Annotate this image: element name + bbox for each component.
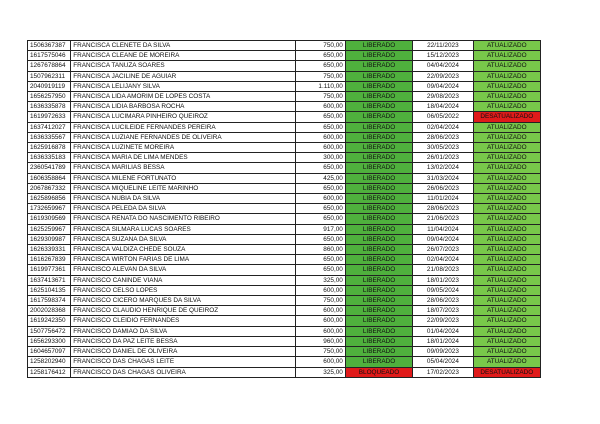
amount-cell: 750,00 bbox=[295, 296, 345, 306]
update-situation-cell: ATUALIZADO bbox=[473, 265, 540, 275]
status-cell: LIBERADO bbox=[345, 285, 412, 295]
status-cell: LIBERADO bbox=[345, 41, 412, 51]
amount-cell: 600,00 bbox=[295, 316, 345, 326]
table-row bbox=[28, 204, 541, 214]
date-cell: 26/06/2023 bbox=[413, 183, 473, 193]
date-cell: 06/05/2022 bbox=[413, 112, 473, 122]
beneficiary-name-cell: FRANCISCA LUCILEIDE FERNANDES PEREIRA bbox=[71, 122, 295, 132]
update-situation-cell: ATUALIZADO bbox=[473, 102, 540, 112]
status-cell: LIBERADO bbox=[345, 173, 412, 183]
date-cell: 18/07/2023 bbox=[413, 306, 473, 316]
beneficiary-name-cell: FRANCISCO DAS CHAGAS OLIVEIRA bbox=[71, 367, 295, 377]
beneficiary-name-cell: FRANCISCO DA PAZ LEITE BESSA bbox=[71, 336, 295, 346]
table-row bbox=[28, 132, 541, 142]
beneficiary-name-cell: FRANCISCA PELEDA DA SILVA bbox=[71, 204, 295, 214]
spreadsheet-body bbox=[28, 41, 541, 378]
beneficiary-id-cell: 1606358864 bbox=[28, 173, 71, 183]
beneficiary-id-cell: 2067867332 bbox=[28, 183, 71, 193]
beneficiary-id-cell: 1636335183 bbox=[28, 153, 71, 163]
beneficiary-name-cell: FRANCISCA RENATA DO NASCIMENTO RIBEIRO bbox=[71, 214, 295, 224]
update-situation-cell: ATUALIZADO bbox=[473, 163, 540, 173]
status-cell: LIBERADO bbox=[345, 245, 412, 255]
update-situation-cell: ATUALIZADO bbox=[473, 122, 540, 132]
update-situation-cell: ATUALIZADO bbox=[473, 245, 540, 255]
date-cell: 11/01/2024 bbox=[413, 194, 473, 204]
beneficiary-name-cell: FRANCISCA MIQUELINE LEITE MARINHO bbox=[71, 183, 295, 193]
date-cell: 05/04/2024 bbox=[413, 357, 473, 367]
beneficiary-name-cell: FRANCISCO DAMIAO DA SILVA bbox=[71, 326, 295, 336]
amount-cell: 960,00 bbox=[295, 336, 345, 346]
date-cell: 29/08/2023 bbox=[413, 92, 473, 102]
update-situation-cell: ATUALIZADO bbox=[473, 92, 540, 102]
table-row bbox=[28, 143, 541, 153]
beneficiary-name-cell: FRANCISCO ALEVAN DA SILVA bbox=[71, 265, 295, 275]
beneficiary-id-cell: 1267678864 bbox=[28, 61, 71, 71]
status-cell: LIBERADO bbox=[345, 234, 412, 244]
beneficiary-name-cell: FRANCISCO CELSO LOPES bbox=[71, 285, 295, 295]
table-row bbox=[28, 153, 541, 163]
amount-cell: 917,00 bbox=[295, 224, 345, 234]
date-cell: 26/07/2023 bbox=[413, 245, 473, 255]
beneficiary-name-cell: FRANCISCA LIDIA BARBOSA ROCHA bbox=[71, 102, 295, 112]
date-cell: 11/04/2024 bbox=[413, 224, 473, 234]
status-cell: LIBERADO bbox=[345, 92, 412, 102]
amount-cell: 650,00 bbox=[295, 183, 345, 193]
table-row bbox=[28, 357, 541, 367]
beneficiary-name-cell: FRANCISCA JACILINE DE AGUIAR bbox=[71, 71, 295, 81]
table-row bbox=[28, 92, 541, 102]
amount-cell: 600,00 bbox=[295, 326, 345, 336]
table-row bbox=[28, 41, 541, 51]
table-row bbox=[28, 285, 541, 295]
amount-cell: 600,00 bbox=[295, 357, 345, 367]
beneficiary-id-cell: 1619309569 bbox=[28, 214, 71, 224]
status-cell: LIBERADO bbox=[345, 71, 412, 81]
beneficiary-id-cell: 1616267839 bbox=[28, 255, 71, 265]
beneficiary-name-cell: FRANCISCA MARILIAS BESSA bbox=[71, 163, 295, 173]
table-row bbox=[28, 183, 541, 193]
status-cell: LIBERADO bbox=[345, 296, 412, 306]
update-situation-cell: ATUALIZADO bbox=[473, 173, 540, 183]
table-row bbox=[28, 306, 541, 316]
update-situation-cell: ATUALIZADO bbox=[473, 326, 540, 336]
table-row bbox=[28, 296, 541, 306]
update-situation-cell: ATUALIZADO bbox=[473, 143, 540, 153]
beneficiary-name-cell: FRANCISCO DANIEL DE OLIVEIRA bbox=[71, 347, 295, 357]
date-cell: 21/08/2023 bbox=[413, 265, 473, 275]
status-cell: LIBERADO bbox=[345, 112, 412, 122]
table-row bbox=[28, 326, 541, 336]
date-cell: 28/06/2023 bbox=[413, 204, 473, 214]
date-cell: 18/01/2023 bbox=[413, 275, 473, 285]
status-cell: LIBERADO bbox=[345, 275, 412, 285]
table-row bbox=[28, 347, 541, 357]
amount-cell: 600,00 bbox=[295, 102, 345, 112]
update-situation-cell: ATUALIZADO bbox=[473, 214, 540, 224]
beneficiary-id-cell: 1636335567 bbox=[28, 132, 71, 142]
date-cell: 09/05/2024 bbox=[413, 285, 473, 295]
date-cell: 09/04/2024 bbox=[413, 81, 473, 91]
update-situation-cell: ATUALIZADO bbox=[473, 204, 540, 214]
status-cell: LIBERADO bbox=[345, 347, 412, 357]
beneficiary-id-cell: 1258202940 bbox=[28, 357, 71, 367]
date-cell: 30/05/2023 bbox=[413, 143, 473, 153]
amount-cell: 650,00 bbox=[295, 61, 345, 71]
amount-cell: 650,00 bbox=[295, 234, 345, 244]
date-cell: 17/02/2023 bbox=[413, 367, 473, 377]
beneficiary-name-cell: FRANCISCA VALDIZA CHEDE SOUZA bbox=[71, 245, 295, 255]
status-cell: LIBERADO bbox=[345, 194, 412, 204]
status-cell: LIBERADO bbox=[345, 122, 412, 132]
beneficiary-id-cell: 1507962311 bbox=[28, 71, 71, 81]
table-row bbox=[28, 51, 541, 61]
amount-cell: 750,00 bbox=[295, 92, 345, 102]
beneficiary-id-cell: 1656293300 bbox=[28, 336, 71, 346]
spreadsheet-table bbox=[27, 40, 541, 378]
table-row bbox=[28, 275, 541, 285]
beneficiary-id-cell: 1619242350 bbox=[28, 316, 71, 326]
status-cell: LIBERADO bbox=[345, 163, 412, 173]
table-row bbox=[28, 71, 541, 81]
beneficiary-id-cell: 1637412027 bbox=[28, 122, 71, 132]
beneficiary-name-cell: FRANCISCO CLEIDIO FERNANDES bbox=[71, 316, 295, 326]
amount-cell: 325,00 bbox=[295, 275, 345, 285]
beneficiary-name-cell: FRANCISCA LUZINETE MOREIRA bbox=[71, 143, 295, 153]
date-cell: 09/04/2024 bbox=[413, 234, 473, 244]
status-cell: LIBERADO bbox=[345, 102, 412, 112]
update-situation-cell: ATUALIZADO bbox=[473, 41, 540, 51]
beneficiary-name-cell: FRANCISCA MILENE FORTUNATO bbox=[71, 173, 295, 183]
beneficiary-id-cell: 1619977361 bbox=[28, 265, 71, 275]
amount-cell: 650,00 bbox=[295, 122, 345, 132]
status-cell: LIBERADO bbox=[345, 326, 412, 336]
amount-cell: 650,00 bbox=[295, 265, 345, 275]
amount-cell: 425,00 bbox=[295, 173, 345, 183]
update-situation-cell: ATUALIZADO bbox=[473, 81, 540, 91]
table-row bbox=[28, 122, 541, 132]
beneficiary-name-cell: FRANCISCA TANUZA SOARES bbox=[71, 61, 295, 71]
update-situation-cell: ATUALIZADO bbox=[473, 183, 540, 193]
status-cell: LIBERADO bbox=[345, 255, 412, 265]
update-situation-cell: DESATUALIZADO bbox=[473, 367, 540, 377]
status-cell: LIBERADO bbox=[345, 204, 412, 214]
status-cell: LIBERADO bbox=[345, 132, 412, 142]
beneficiary-id-cell: 1617575046 bbox=[28, 51, 71, 61]
update-situation-cell: ATUALIZADO bbox=[473, 71, 540, 81]
table-row bbox=[28, 214, 541, 224]
status-cell: LIBERADO bbox=[345, 61, 412, 71]
amount-cell: 600,00 bbox=[295, 194, 345, 204]
amount-cell: 1.110,00 bbox=[295, 81, 345, 91]
beneficiary-id-cell: 1626339331 bbox=[28, 245, 71, 255]
beneficiary-name-cell: FRANCISCA SILMARA LUCAS SOARES bbox=[71, 224, 295, 234]
beneficiary-name-cell: FRANCISCA NUBIA DA SILVA bbox=[71, 194, 295, 204]
update-situation-cell: DESATUALIZADO bbox=[473, 112, 540, 122]
table-row bbox=[28, 81, 541, 91]
update-situation-cell: ATUALIZADO bbox=[473, 194, 540, 204]
beneficiary-name-cell: FRANCISCO DAS CHAGAS LEITE bbox=[71, 357, 295, 367]
status-cell: LIBERADO bbox=[345, 183, 412, 193]
status-cell: LIBERADO bbox=[345, 143, 412, 153]
amount-cell: 650,00 bbox=[295, 112, 345, 122]
table-row bbox=[28, 336, 541, 346]
date-cell: 02/04/2024 bbox=[413, 255, 473, 265]
table-row bbox=[28, 112, 541, 122]
status-cell: LIBERADO bbox=[345, 51, 412, 61]
beneficiary-id-cell: 1506367387 bbox=[28, 41, 71, 51]
beneficiary-name-cell: FRANCISCA MARIA DE LIMA MENDES bbox=[71, 153, 295, 163]
amount-cell: 600,00 bbox=[295, 285, 345, 295]
date-cell: 02/04/2024 bbox=[413, 122, 473, 132]
update-situation-cell: ATUALIZADO bbox=[473, 234, 540, 244]
amount-cell: 325,00 bbox=[295, 367, 345, 377]
beneficiary-name-cell: FRANCISCA SUZANA DA SILVA bbox=[71, 234, 295, 244]
date-cell: 13/02/2024 bbox=[413, 163, 473, 173]
table-row bbox=[28, 194, 541, 204]
status-cell: BLOQUEADO bbox=[345, 367, 412, 377]
beneficiary-id-cell: 1258176412 bbox=[28, 367, 71, 377]
date-cell: 22/09/2023 bbox=[413, 71, 473, 81]
status-cell: LIBERADO bbox=[345, 336, 412, 346]
beneficiary-id-cell: 1619972633 bbox=[28, 112, 71, 122]
beneficiary-id-cell: 1732659967 bbox=[28, 204, 71, 214]
update-situation-cell: ATUALIZADO bbox=[473, 336, 540, 346]
beneficiary-id-cell: 1629309987 bbox=[28, 234, 71, 244]
update-situation-cell: ATUALIZADO bbox=[473, 132, 540, 142]
update-situation-cell: ATUALIZADO bbox=[473, 255, 540, 265]
status-cell: LIBERADO bbox=[345, 214, 412, 224]
status-cell: LIBERADO bbox=[345, 224, 412, 234]
date-cell: 01/04/2024 bbox=[413, 326, 473, 336]
beneficiary-name-cell: FRANCISCO CICERO MARQUES DA SILVA bbox=[71, 296, 295, 306]
date-cell: 22/09/2023 bbox=[413, 316, 473, 326]
beneficiary-id-cell: 1625896856 bbox=[28, 194, 71, 204]
beneficiary-name-cell: FRANCISCA LELIJANY SILVA bbox=[71, 81, 295, 91]
status-cell: LIBERADO bbox=[345, 316, 412, 326]
beneficiary-id-cell: 2040919119 bbox=[28, 81, 71, 91]
date-cell: 26/01/2023 bbox=[413, 153, 473, 163]
date-cell: 18/01/2024 bbox=[413, 336, 473, 346]
beneficiary-id-cell: 1636335878 bbox=[28, 102, 71, 112]
amount-cell: 600,00 bbox=[295, 132, 345, 142]
amount-cell: 650,00 bbox=[295, 214, 345, 224]
beneficiary-id-cell: 1617598374 bbox=[28, 296, 71, 306]
update-situation-cell: ATUALIZADO bbox=[473, 306, 540, 316]
date-cell: 28/06/2023 bbox=[413, 296, 473, 306]
table-row bbox=[28, 163, 541, 173]
table-row bbox=[28, 255, 541, 265]
beneficiary-id-cell: 1604657097 bbox=[28, 347, 71, 357]
beneficiary-name-cell: FRANCISCA CLENETE DA SILVA bbox=[71, 41, 295, 51]
beneficiary-id-cell: 1656257950 bbox=[28, 92, 71, 102]
status-cell: LIBERADO bbox=[345, 357, 412, 367]
date-cell: 04/04/2024 bbox=[413, 61, 473, 71]
beneficiary-name-cell: FRANCISCA LIDA AMORIM DE LOPES COSTA bbox=[71, 92, 295, 102]
date-cell: 09/09/2023 bbox=[413, 347, 473, 357]
table-row bbox=[28, 224, 541, 234]
update-situation-cell: ATUALIZADO bbox=[473, 285, 540, 295]
beneficiary-id-cell: 1625104135 bbox=[28, 285, 71, 295]
amount-cell: 650,00 bbox=[295, 163, 345, 173]
amount-cell: 600,00 bbox=[295, 306, 345, 316]
beneficiary-id-cell: 1507756472 bbox=[28, 326, 71, 336]
beneficiary-name-cell: FRANCISCA LUZIANE FERNANDES DE OLIVEIRA bbox=[71, 132, 295, 142]
table-row bbox=[28, 102, 541, 112]
beneficiary-id-cell: 1625259967 bbox=[28, 224, 71, 234]
update-situation-cell: ATUALIZADO bbox=[473, 61, 540, 71]
table-row bbox=[28, 265, 541, 275]
beneficiary-name-cell: FRANCISCO CANINDE VIANA bbox=[71, 275, 295, 285]
beneficiary-id-cell: 2360541789 bbox=[28, 163, 71, 173]
table-row bbox=[28, 316, 541, 326]
date-cell: 31/03/2024 bbox=[413, 173, 473, 183]
amount-cell: 750,00 bbox=[295, 71, 345, 81]
beneficiary-name-cell: FRANCISCA LUCIMARA PINHEIRO QUEIROZ bbox=[71, 112, 295, 122]
date-cell: 21/06/2023 bbox=[413, 214, 473, 224]
table-row bbox=[28, 234, 541, 244]
update-situation-cell: ATUALIZADO bbox=[473, 224, 540, 234]
table-row bbox=[28, 245, 541, 255]
amount-cell: 650,00 bbox=[295, 51, 345, 61]
update-situation-cell: ATUALIZADO bbox=[473, 153, 540, 163]
date-cell: 18/04/2024 bbox=[413, 102, 473, 112]
update-situation-cell: ATUALIZADO bbox=[473, 275, 540, 285]
beneficiary-id-cell: 1637413671 bbox=[28, 275, 71, 285]
amount-cell: 650,00 bbox=[295, 204, 345, 214]
beneficiary-name-cell: FRANCISCA CLEANE DE MOREIRA bbox=[71, 51, 295, 61]
beneficiary-id-cell: 1625916878 bbox=[28, 143, 71, 153]
date-cell: 28/06/2023 bbox=[413, 132, 473, 142]
update-situation-cell: ATUALIZADO bbox=[473, 316, 540, 326]
update-situation-cell: ATUALIZADO bbox=[473, 51, 540, 61]
date-cell: 15/12/2023 bbox=[413, 51, 473, 61]
amount-cell: 750,00 bbox=[295, 41, 345, 51]
date-cell: 22/11/2023 bbox=[413, 41, 473, 51]
amount-cell: 750,00 bbox=[295, 347, 345, 357]
amount-cell: 650,00 bbox=[295, 255, 345, 265]
amount-cell: 860,00 bbox=[295, 245, 345, 255]
update-situation-cell: ATUALIZADO bbox=[473, 357, 540, 367]
status-cell: LIBERADO bbox=[345, 153, 412, 163]
status-cell: LIBERADO bbox=[345, 265, 412, 275]
beneficiary-id-cell: 2002028368 bbox=[28, 306, 71, 316]
beneficiary-name-cell: FRANCISCO CLAUDIO HENRIQUE DE QUEIROZ bbox=[71, 306, 295, 316]
update-situation-cell: ATUALIZADO bbox=[473, 347, 540, 357]
amount-cell: 300,00 bbox=[295, 153, 345, 163]
beneficiary-name-cell: FRANCISCA WIRTON FARIAS DE LIMA bbox=[71, 255, 295, 265]
amount-cell: 600,00 bbox=[295, 143, 345, 153]
status-cell: LIBERADO bbox=[345, 81, 412, 91]
table-row bbox=[28, 173, 541, 183]
update-situation-cell: ATUALIZADO bbox=[473, 296, 540, 306]
status-cell: LIBERADO bbox=[345, 306, 412, 316]
table-row bbox=[28, 61, 541, 71]
table-row bbox=[28, 367, 541, 377]
